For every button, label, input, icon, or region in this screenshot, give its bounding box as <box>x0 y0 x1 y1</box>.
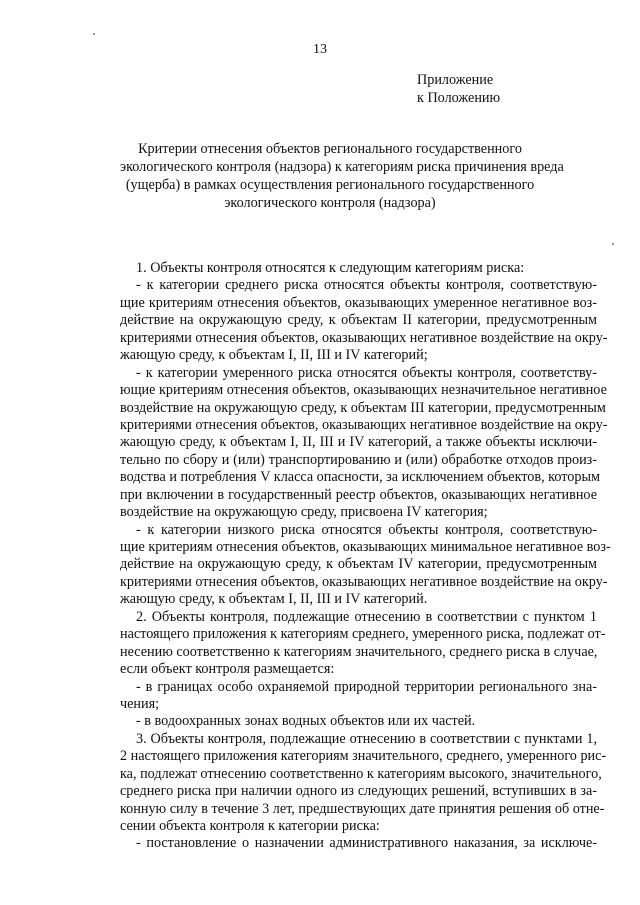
scan-speck <box>612 243 614 245</box>
body-line: жающую среду, к объектам I, II, III и IV категорий, а также объекты исключи- <box>120 434 597 451</box>
body-line: - в водоохранных зонах водных объектов или их частей. <box>136 713 476 730</box>
body-line: жающую среду, к объектам I, II, III и IV категорий. <box>120 591 428 608</box>
body-line: - в границах особо охраняемой природной территории регионального зна- <box>136 678 597 695</box>
body-line: при включении в государственный реестр объектов, оказывающих негативное <box>120 486 597 503</box>
body-line: 1. Объекты контроля относятся к следующим категориям риска: <box>136 260 525 276</box>
appendix-line: к Положению <box>417 90 501 106</box>
body-line: сении объекта контроля к категории риска: <box>120 818 380 834</box>
body-line: жающую среду, к объектам I, II, III и IV категорий; <box>120 347 428 364</box>
body-line: воздействие на окружающую среду, к объектам III категории, предусмотренным <box>120 399 606 416</box>
body-line: - к категории умеренного риска относятся объекты контроля, соответству- <box>136 364 597 381</box>
body-line: - постановление о назначении административного наказания, за исключе- <box>136 835 597 852</box>
appendix-header <box>417 71 500 107</box>
body-line: критериями отнесения объектов, оказывающих негативное воздействие на окру- <box>120 416 608 433</box>
body-line: чения; <box>120 695 160 712</box>
document-body <box>120 260 611 853</box>
body-line: критериями отнесения объектов, оказывающих негативное воздействие на окру- <box>120 329 608 346</box>
body-line: водства и потребления V класса опасности, за исключением объектов, которым <box>120 469 600 486</box>
body-line: щие критериям отнесения объектов, оказывающих умеренное негативное воз- <box>120 294 597 311</box>
body-line: щие критериям отнесения объектов, оказывающих минимальное негативное воз- <box>120 539 611 555</box>
document-title <box>120 140 564 212</box>
body-line: 2 настоящего приложения категориям значительного, среднего, умеренного рис- <box>120 748 607 765</box>
body-line: конную силу в течение 3 лет, предшествующих дате принятия решения об отне- <box>120 800 605 817</box>
body-line: 3. Объекты контроля, подлежащие отнесению в соответствии с пунктами 1, <box>136 730 597 747</box>
page-number: 13 <box>313 42 327 57</box>
scan-speck <box>93 33 95 35</box>
title-line: экологического контроля (надзора) к категориям риска причинения вреда <box>120 159 564 175</box>
body-line: воздействие на окружающую среду, присвоена IV категория; <box>120 504 488 521</box>
title-line: экологического контроля (надзора) <box>224 195 436 211</box>
body-line: - к категории низкого риска относятся объекты контроля, соответствую- <box>136 521 597 538</box>
body-line: ка, подлежат отнесению соответственно к категориям высокого, значительного, <box>120 765 602 782</box>
body-line: действие на окружающую среду, к объектам II категории, предусмотренным <box>120 312 597 329</box>
body-line: ющие критериям отнесения объектов, оказывающих незначительное негативное <box>120 382 607 399</box>
body-line: среднего риска при наличии одного из следующих решений, вступивших в за- <box>120 783 597 800</box>
body-line: настоящего приложения к категориям среднего, умеренного риска, подлежат от- <box>120 626 606 643</box>
title-line: (ущерба) в рамках осуществления регионального государственного <box>125 177 535 193</box>
appendix-line: Приложение <box>417 72 494 88</box>
body-line: критериями отнесения объектов, оказывающих негативное воздействие на окру- <box>120 573 608 590</box>
body-line: если объект контроля размещается: <box>120 661 335 678</box>
body-line: тельно по сбору и (или) транспортированию и (или) обработке отходов произ- <box>120 451 597 468</box>
body-line: несению соответственно к категориям значительного, среднего риска в случае, <box>120 643 598 660</box>
body-line: действие на окружающую среду, к объектам IV категории, предусмотренным <box>120 556 597 573</box>
title-line: Критерии отнесения объектов регионального государственного <box>138 141 522 157</box>
body-line: 2. Объекты контроля, подлежащие отнесению в соответствии с пунктом 1 <box>136 608 597 625</box>
body-line: - к категории среднего риска относятся объекты контроля, соответствую- <box>136 277 597 294</box>
